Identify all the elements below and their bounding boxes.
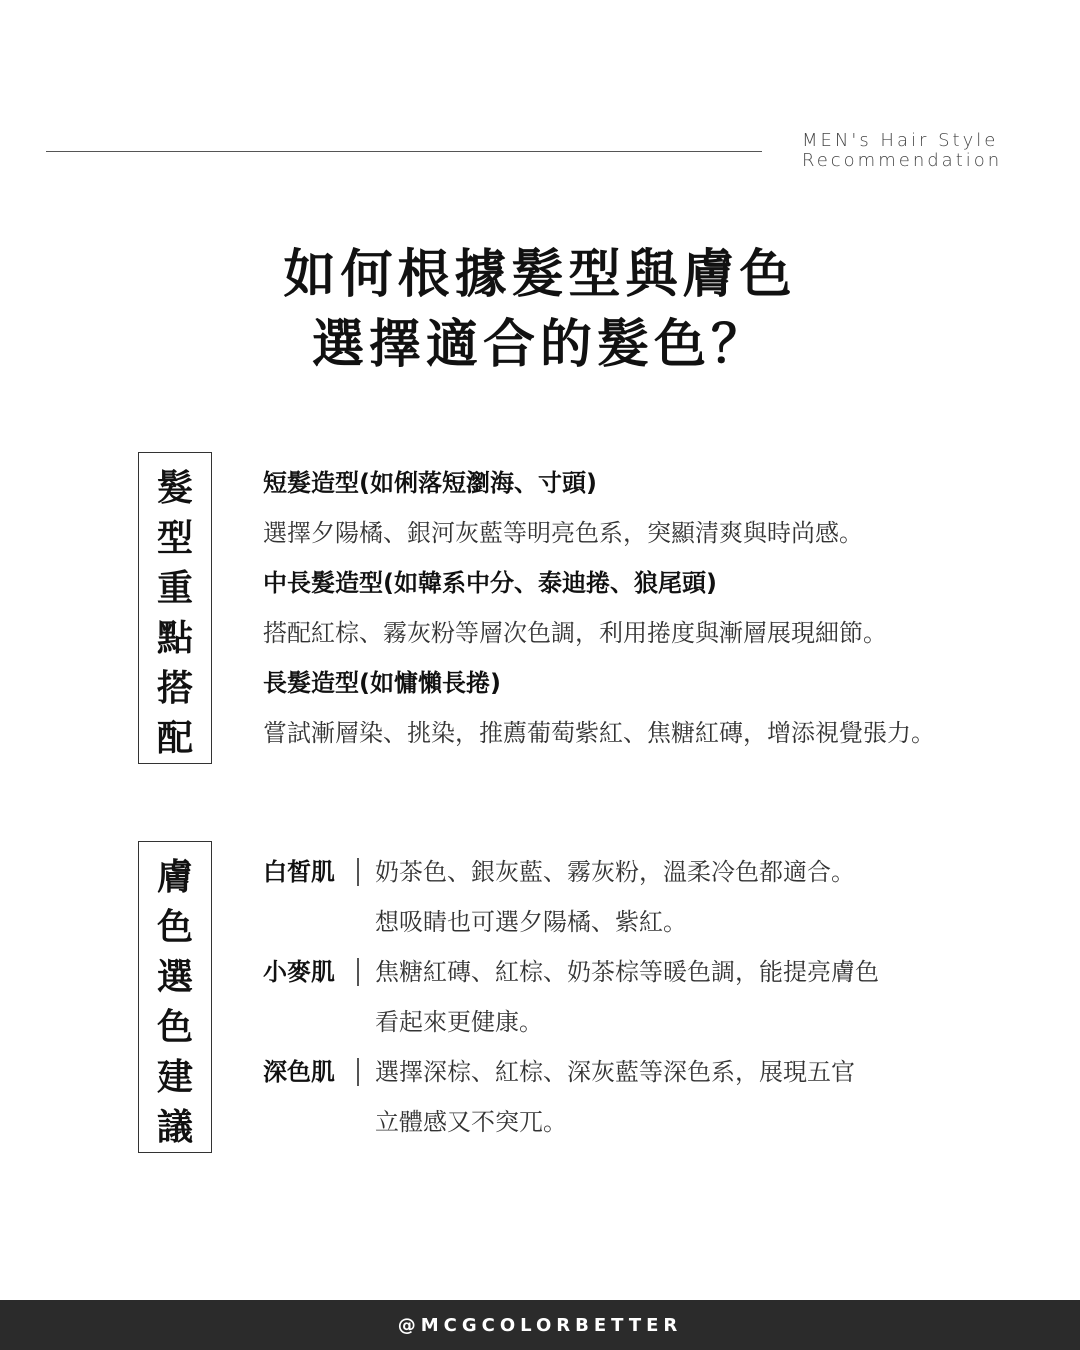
- brand-tagline-line2: Recommendation: [802, 150, 1003, 171]
- section-label-char: 色: [156, 907, 193, 948]
- skin-separator: [357, 858, 359, 886]
- hairstyle-section-label: [138, 452, 212, 764]
- section-label-char: 重: [156, 568, 193, 609]
- section-label-char: 膚: [156, 857, 193, 898]
- section-label-char: 色: [156, 1007, 193, 1048]
- skin-advice-fair-line2: 想吸睛也可選夕陽橘、紫紅。: [375, 908, 687, 936]
- skin-label-dark: 深色肌: [263, 1058, 335, 1086]
- skin-advice-wheat-line2: 看起來更健康。: [375, 1008, 543, 1036]
- skin-separator: [357, 1058, 359, 1086]
- page-title-line2: 選擇適合的髮色？: [311, 315, 768, 375]
- skin-advice-wheat-line1: 焦糖紅磚、紅棕、奶茶棕等暖色調，能提亮膚色: [375, 958, 879, 986]
- hairstyle-desc-long: 嘗試漸層染、挑染，推薦葡萄紫紅、焦糖紅磚，增添視覺張力。: [263, 719, 935, 747]
- section-label-char: 型: [156, 518, 193, 559]
- header-divider: [46, 151, 762, 152]
- section-label-char: 配: [156, 718, 193, 759]
- brand-tagline-line1: MEN's Hair Style: [802, 130, 999, 151]
- skin-section-label: [138, 841, 212, 1153]
- hairstyle-desc-short: 選擇夕陽橘、銀河灰藍等明亮色系，突顯清爽與時尚感。: [263, 519, 863, 547]
- section-label-char: 髮: [156, 468, 193, 509]
- section-label-char: 搭: [156, 668, 193, 709]
- skin-separator: [357, 958, 359, 986]
- hairstyle-desc-medium: 搭配紅棕、霧灰粉等層次色調，利用捲度與漸層展現細節。: [263, 619, 887, 647]
- section-label-char: 點: [156, 618, 193, 659]
- page-title-line1: 如何根據髮型與膚色: [283, 245, 797, 305]
- section-label-char: 議: [156, 1107, 193, 1148]
- hairstyle-heading-medium: 中長髮造型(如韓系中分、泰迪捲、狼尾頭): [263, 569, 717, 597]
- skin-advice-fair-line1: 奶茶色、銀灰藍、霧灰粉，溫柔冷色都適合。: [375, 858, 855, 886]
- skin-advice-dark-line1: 選擇深棕、紅棕、深灰藍等深色系，展現五官: [375, 1058, 855, 1086]
- hairstyle-heading-long: 長髮造型(如慵懶長捲): [263, 669, 501, 697]
- skin-label-wheat: 小麥肌: [263, 958, 335, 986]
- section-label-char: 建: [156, 1057, 193, 1098]
- section-label-char: 選: [156, 957, 193, 998]
- hairstyle-heading-short: 短髮造型(如俐落短瀏海、寸頭): [263, 469, 597, 497]
- skin-advice-dark-line2: 立體感又不突兀。: [375, 1108, 567, 1136]
- social-handle: @MCGCOLORBETTER: [397, 1314, 683, 1336]
- skin-label-fair: 白皙肌: [263, 858, 335, 886]
- footer-bar: [0, 1300, 1080, 1350]
